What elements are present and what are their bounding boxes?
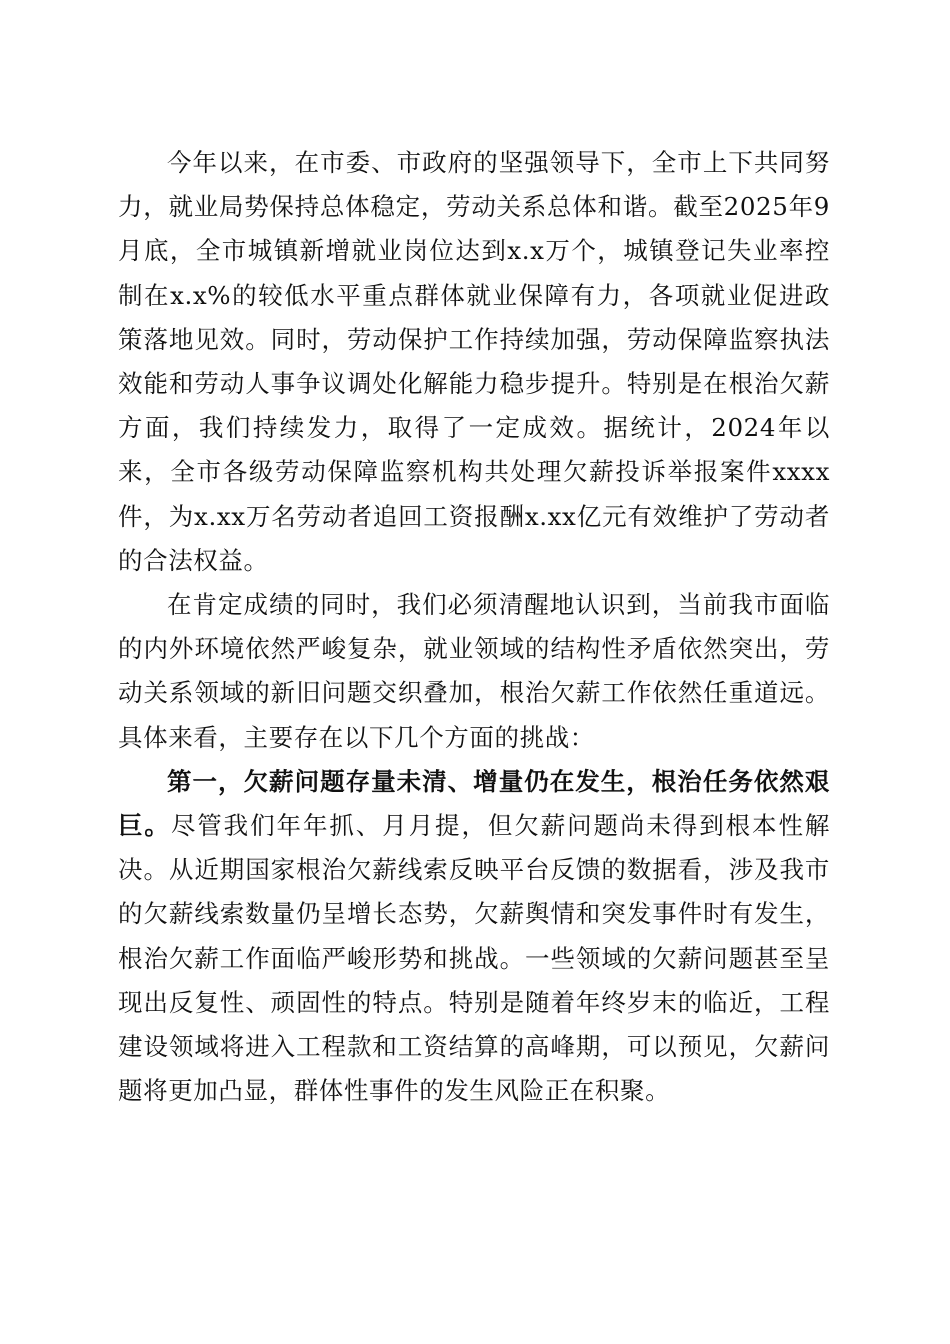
- document-body: [118, 141, 830, 1113]
- paragraph-text: 今年以来，在市委、市政府的坚强领导下，全市上下共同努力，就业局势保持总体稳定，劳动关系总体和谐。截至2025年9月底，全市城镇新增就业岗位达到x.x万个，城镇登记失业率控制在x.x%的较低水平重点群体就业保障有力，各项就业促进政策落地见效。同时，劳动保护工作持续加强，劳动保障监察执法效能和劳动人事争议调处化解能力稳步提升。特别是在根治欠薪方面，我们持续发力，取得了一定成效。据统计，2024年以来，全市各级劳动保障监察机构共处理欠薪投诉举报案件xxxx件，为x.xx万名劳动者追回工资报酬x.xx亿元有效维护了劳动者的合法权益。: [118, 148, 830, 575]
- paragraph-challenge-one: [118, 760, 830, 1114]
- paragraph-text: 在肯定成绩的同时，我们必须清醒地认识到，当前我市面临的内外环境依然严峻复杂，就业领域的结构性矛盾依然突出，劳动关系领域的新旧问题交织叠加，根治欠薪工作依然任重道远。具体来看，主要存在以下几个方面的挑战：: [118, 590, 830, 752]
- paragraph-lead-heading: 第一，欠薪问题存量未清、增量仍在发生，根治任务依然艰巨。: [118, 766, 830, 841]
- paragraph-challenges-intro: [118, 583, 830, 760]
- paragraph-text: 尽管我们年年抓、月月提，但欠薪问题尚未得到根本性解决。从近期国家根治欠薪线索反映平台反馈的数据看，涉及我市的欠薪线索数量仍呈增长态势，欠薪舆情和突发事件时有发生，根治欠薪工作面临严峻形势和挑战。一些领域的欠薪问题甚至呈现出反复性、顽固性的特点。特别是随着年终岁末的临近，工程建设领域将进入工程款和工资结算的高峰期，可以预见，欠薪问题将更加凸显，群体性事件的发生风险正在积聚。: [118, 811, 830, 1106]
- paragraph-achievements: [118, 141, 830, 583]
